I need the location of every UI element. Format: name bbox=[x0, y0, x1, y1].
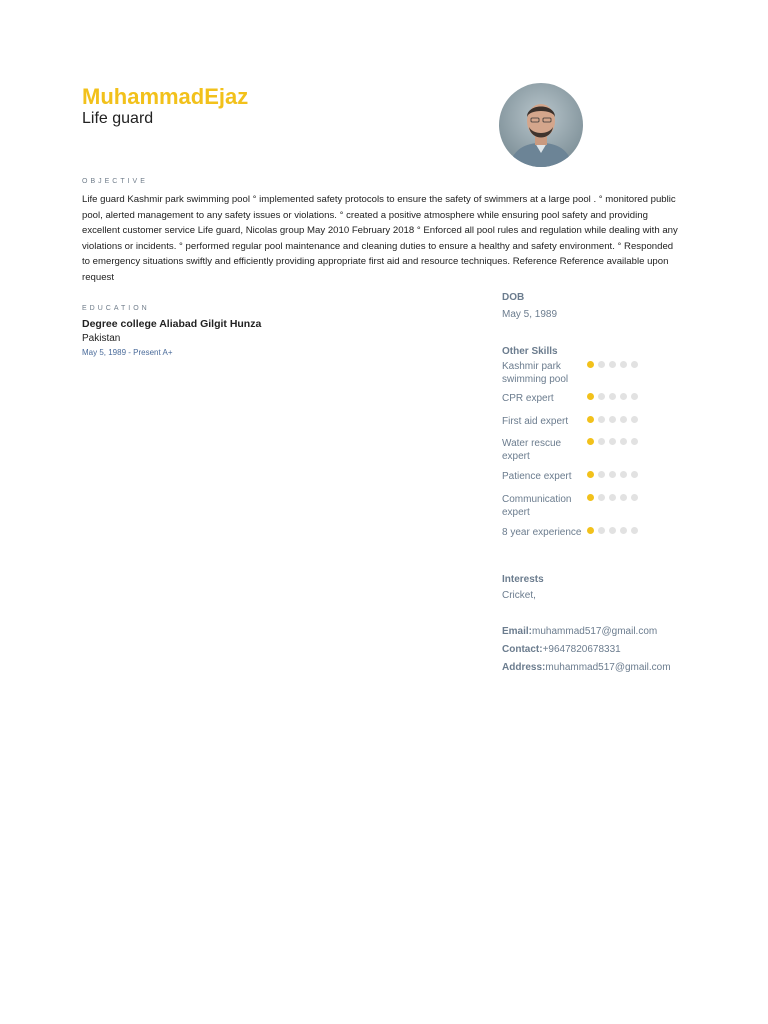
rating-dot-empty bbox=[609, 471, 616, 478]
rating-dot-empty bbox=[609, 438, 616, 445]
rating-dot-filled bbox=[587, 361, 594, 368]
skill-rating bbox=[587, 527, 642, 535]
skill-rating bbox=[587, 438, 642, 446]
rating-dot-filled bbox=[587, 527, 594, 534]
skill-name: Kashmir park swimming pool bbox=[502, 361, 569, 385]
rating-dot-empty bbox=[598, 361, 605, 368]
rating-dot-empty bbox=[631, 471, 638, 478]
skill-name: Water rescue expert bbox=[502, 438, 562, 462]
rating-dot-filled bbox=[587, 393, 594, 400]
rating-dot-empty bbox=[631, 494, 638, 501]
profile-photo bbox=[499, 83, 583, 167]
skill-name: Communication expert bbox=[502, 494, 572, 518]
education-heading: EDUCATION bbox=[82, 305, 150, 312]
rating-dot-empty bbox=[631, 416, 638, 423]
contact-email bbox=[502, 626, 657, 637]
address-label: Address: bbox=[502, 662, 546, 673]
phone-value: +9647820678331 bbox=[542, 644, 621, 655]
education-degree: Degree college Aliabad Gilgit Hunza bbox=[82, 318, 262, 330]
email-value: muhammad517@gmail.com bbox=[532, 626, 658, 637]
dob-value: May 5, 1989 bbox=[502, 309, 558, 320]
rating-dot-empty bbox=[620, 438, 627, 445]
skill-name: First aid expert bbox=[502, 416, 569, 427]
education-dates: May 5, 1989 - Present A+ bbox=[82, 348, 173, 357]
rating-dot-empty bbox=[620, 416, 627, 423]
rating-dot-empty bbox=[631, 527, 638, 534]
rating-dot-empty bbox=[609, 361, 616, 368]
interests-value: Cricket, bbox=[502, 590, 536, 601]
phone-label: Contact: bbox=[502, 644, 543, 655]
contact-phone bbox=[502, 644, 621, 655]
rating-dot-empty bbox=[598, 393, 605, 400]
rating-dot-empty bbox=[598, 494, 605, 501]
objective-text: Life guard Kashmir park swimming pool ° implemented safety protocols to ensure the safety of swimmers at a large pool . ° monitored public pool, alerted management to any safety issues or violations. ° created a positive atmosphere while ensuring pool safety and providing excellent customer service Life guard, Nicolas group May 2010 February 2018 ° Enforced all pool rules and regulation while dealing with any violations or incidents. ° performed regular pool maintenance and cleaning duties to ensure a healthy and safety environment. ° Responded to emergency situations swiftly and efficiently providing appropriate first aid and resource techniques. Reference Reference available upon request bbox=[82, 194, 678, 283]
rating-dot-filled bbox=[587, 416, 594, 423]
skill-rating bbox=[587, 471, 642, 479]
rating-dot-filled bbox=[587, 438, 594, 445]
rating-dot-empty bbox=[631, 438, 638, 445]
rating-dot-filled bbox=[587, 494, 594, 501]
rating-dot-empty bbox=[609, 393, 616, 400]
rating-dot-empty bbox=[609, 527, 616, 534]
skill-name: 8 year experience bbox=[502, 527, 582, 538]
skill-name: Patience expert bbox=[502, 471, 572, 482]
interests-heading: Interests bbox=[502, 574, 544, 585]
dob-heading: DOB bbox=[502, 292, 525, 303]
rating-dot-empty bbox=[598, 438, 605, 445]
rating-dot-empty bbox=[609, 416, 616, 423]
rating-dot-empty bbox=[620, 527, 627, 534]
objective-heading: OBJECTIVE bbox=[82, 178, 148, 185]
skills-heading: Other Skills bbox=[502, 346, 558, 357]
skill-rating bbox=[587, 416, 642, 424]
skill-rating bbox=[587, 393, 642, 401]
email-label: Email: bbox=[502, 626, 533, 637]
skill-rating bbox=[587, 361, 642, 369]
rating-dot-empty bbox=[598, 471, 605, 478]
rating-dot-empty bbox=[631, 361, 638, 368]
rating-dot-empty bbox=[620, 393, 627, 400]
candidate-name: MuhammadEjaz bbox=[82, 84, 249, 109]
skill-rating bbox=[587, 494, 642, 502]
rating-dot-empty bbox=[598, 416, 605, 423]
education-country: Pakistan bbox=[82, 333, 121, 344]
job-title: Life guard bbox=[82, 110, 154, 127]
address-value: muhammad517@gmail.com bbox=[545, 662, 671, 673]
rating-dot-empty bbox=[620, 494, 627, 501]
rating-dot-filled bbox=[587, 471, 594, 478]
contact-address bbox=[502, 662, 671, 673]
skill-name: CPR expert bbox=[502, 393, 554, 404]
rating-dot-empty bbox=[620, 361, 627, 368]
rating-dot-empty bbox=[620, 471, 627, 478]
rating-dot-empty bbox=[598, 527, 605, 534]
rating-dot-empty bbox=[609, 494, 616, 501]
rating-dot-empty bbox=[631, 393, 638, 400]
